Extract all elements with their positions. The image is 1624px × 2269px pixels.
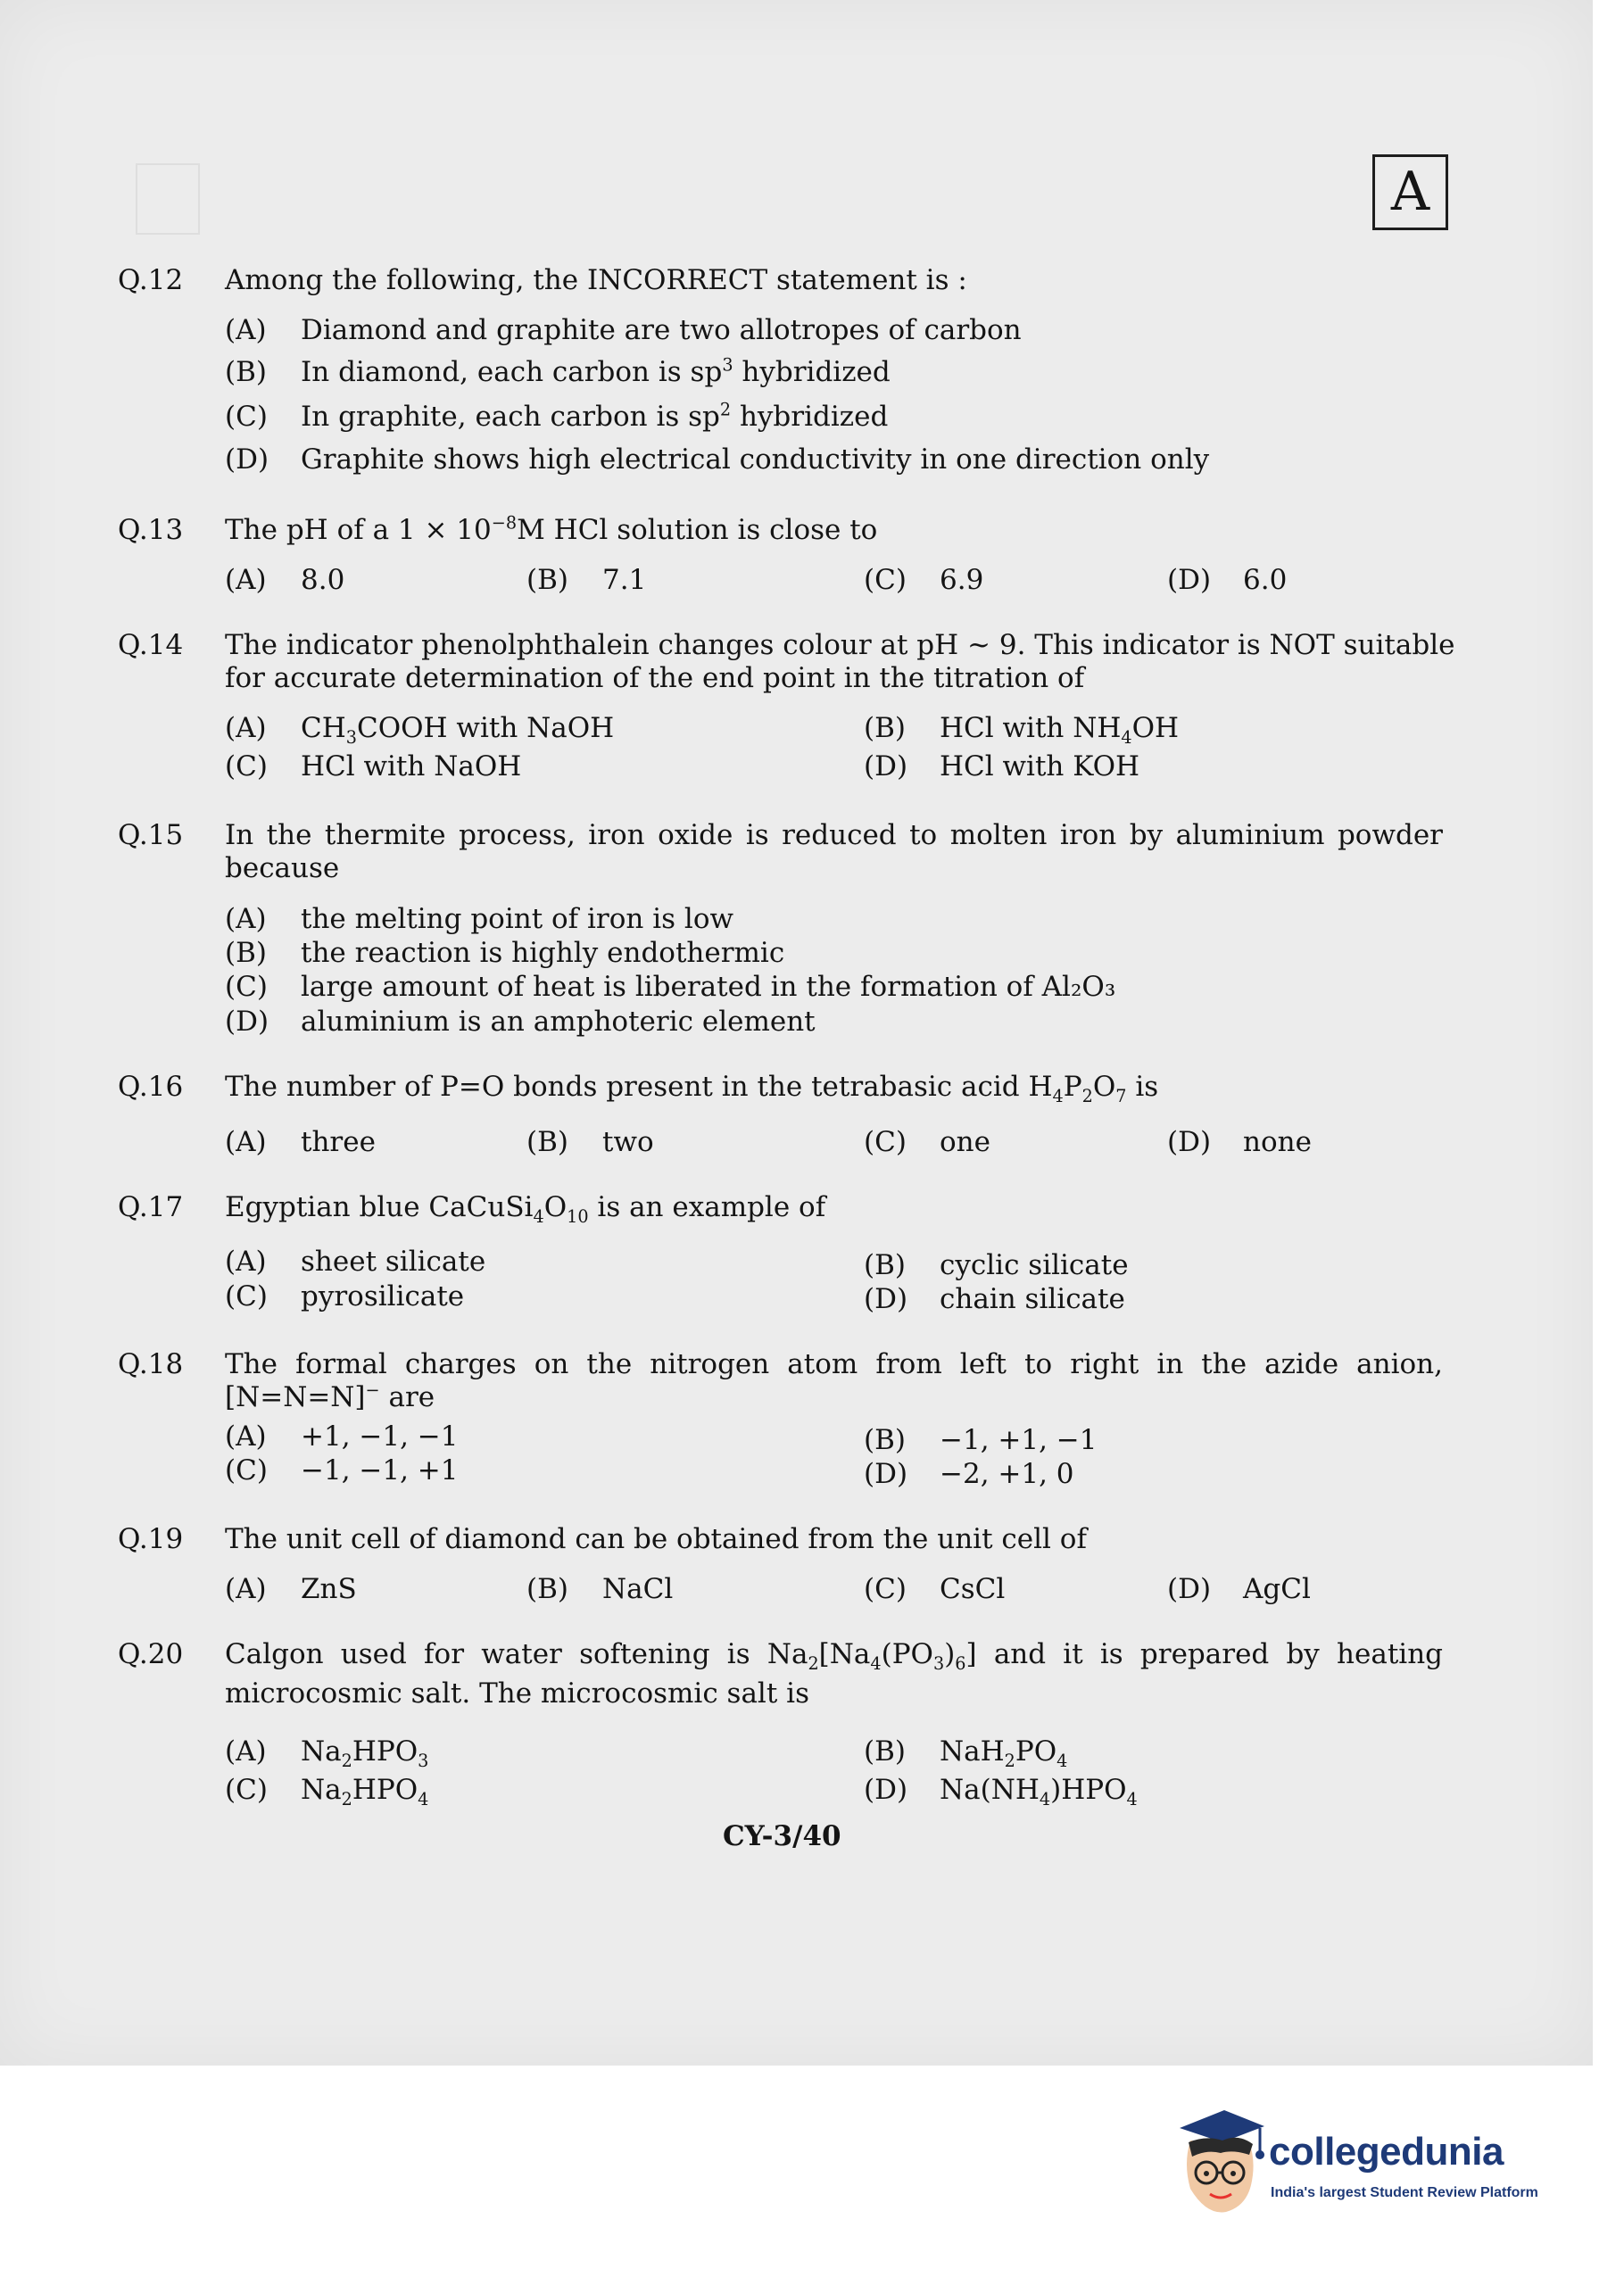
q12-option-c[interactable]	[225, 399, 889, 433]
option-text: Graphite shows high electrical conductivity in one direction only	[301, 443, 1210, 476]
question-number-12: Q.12	[118, 264, 184, 296]
page-number: CY-3/40	[723, 1820, 841, 1852]
question-14-stem-line-2: for accurate determination of the end point in the titration of	[225, 662, 1085, 694]
question-number-14: Q.14	[118, 629, 184, 661]
question-16-stem: The number of P=O bonds present in the tetrabasic acid $H_4P_2O_7$ is	[225, 1071, 1159, 1107]
q17-option-c[interactable]: (C) pyrosilicate	[225, 1280, 465, 1313]
q19-option-a[interactable]: (A) ZnS	[225, 1573, 357, 1605]
q16-option-c[interactable]: (C) one	[864, 1126, 990, 1158]
q17-option-d[interactable]: (D) chain silicate	[864, 1283, 1125, 1315]
q15-option-a[interactable]: (A) the melting point of iron is low	[225, 903, 734, 935]
question-number-18: Q.18	[118, 1348, 184, 1380]
q14-option-d[interactable]: (D) HCl with KOH	[864, 750, 1140, 783]
brand-tagline: India's largest Student Review Platform	[1271, 2185, 1538, 2200]
question-number-20-visible: Q.20	[118, 1638, 184, 1670]
question-number-15: Q.15	[118, 819, 184, 851]
q20-option-b[interactable]: (B) $NaH_2PO_4$	[864, 1735, 1068, 1772]
q17-option-a[interactable]: (A) sheet silicate	[225, 1246, 486, 1278]
question-number-19: Q.19	[118, 1523, 184, 1555]
q19-option-c[interactable]: (C) CsCl	[864, 1573, 1006, 1605]
q15-option-c[interactable]: (C) large amount of heat is liberated in the formation of Al₂O₃	[225, 971, 1116, 1003]
question-17-stem: Egyptian blue $CaCuSi_4O_{10}$ is an example of	[225, 1191, 826, 1228]
q13-option-c[interactable]: (C) 6.9	[864, 564, 984, 596]
question-15-stem-line-2: because	[225, 852, 340, 884]
question-12-stem: Among the following, the INCORRECT statement is :	[225, 264, 967, 296]
q18-option-c[interactable]: (C) −1, −1, +1	[225, 1454, 459, 1486]
q18-option-d[interactable]: (D) −2, +1, 0	[864, 1458, 1074, 1490]
question-15-stem-line-1: In the thermite process, iron oxide is reduced to molten iron by aluminium powder	[225, 819, 1443, 851]
q12-option-d[interactable]	[225, 443, 1210, 476]
q16-option-b[interactable]: (B) two	[526, 1126, 654, 1158]
question-number-16: Q.16	[118, 1071, 184, 1103]
q14-option-a[interactable]: (A) $CH_3COOH$ with NaOH	[225, 712, 615, 749]
q18-option-a[interactable]: (A) +1, −1, −1	[225, 1420, 459, 1453]
option-text: Diamond and graphite are two allotropes of carbon	[301, 314, 1022, 346]
q14-option-b[interactable]: (B) HCl with $NH_4OH$	[864, 712, 1180, 749]
q15-option-d[interactable]: (D) aluminium is an amphoteric element	[225, 1006, 816, 1038]
option-label: (C)	[225, 401, 268, 433]
q20-option-a[interactable]: (A) $Na_2HPO_3$	[225, 1735, 429, 1772]
option-text: In graphite, each carbon is $sp^2$ hybridized	[301, 399, 889, 433]
brand-name: collegedunia	[1269, 2130, 1504, 2174]
q13-option-a[interactable]: (A) 8.0	[225, 564, 345, 596]
option-label: (A)	[225, 314, 267, 346]
question-set-box: A	[1372, 154, 1448, 230]
q16-option-d[interactable]: (D) none	[1167, 1126, 1312, 1158]
bleed-through-mark	[136, 163, 200, 235]
question-13-stem: The pH of a $1 \times 10^{-8}M$ HCl solution is close to	[225, 512, 878, 546]
question-20-stem-line-1: Calgon used for water softening is $Na_2[Na_4(PO_3)_6]$ and it is prepared by heating	[225, 1638, 1443, 1675]
question-18-stem-line-1: The formal charges on the nitrogen atom from left to right in the azide anion,	[225, 1348, 1443, 1380]
option-label: (B)	[225, 356, 267, 388]
q20-option-c[interactable]: (C) $Na_2HPO_4$	[225, 1774, 429, 1810]
q13-option-d[interactable]: (D) 6.0	[1167, 564, 1288, 596]
q15-option-b[interactable]: (B) the reaction is highly endothermic	[225, 937, 785, 969]
q19-option-b[interactable]: (B) NaCl	[526, 1573, 674, 1605]
question-20-stem-line-2: microcosmic salt. The microcosmic salt is	[225, 1677, 809, 1710]
collegedunia-logo[interactable]	[1171, 2101, 1554, 2244]
q13-option-b[interactable]: (B) 7.1	[526, 564, 647, 596]
student-mascot-icon	[1171, 2101, 1269, 2235]
question-18-stem-line-2: [N=N=N]− are	[225, 1379, 435, 1413]
q14-option-c[interactable]: (C) HCl with NaOH	[225, 750, 522, 783]
q16-option-a[interactable]: (A) three	[225, 1126, 376, 1158]
q12-option-b[interactable]	[225, 354, 891, 388]
question-number-13: Q.13	[118, 514, 184, 546]
q17-option-b[interactable]: (B) cyclic silicate	[864, 1249, 1129, 1281]
q19-option-d[interactable]: (D) AgCl	[1167, 1573, 1311, 1605]
question-number-17: Q.17	[118, 1191, 184, 1223]
q18-option-b[interactable]: (B) −1, +1, −1	[864, 1424, 1098, 1456]
option-text: In diamond, each carbon is $sp^3$ hybridized	[301, 354, 891, 388]
option-label: (D)	[225, 443, 269, 476]
question-14-stem-line-1: The indicator phenolphthalein changes colour at pH ~ 9. This indicator is NOT suitable	[225, 629, 1455, 661]
q20-option-d[interactable]: (D) $Na(NH_4)HPO_4$	[864, 1774, 1138, 1810]
q12-option-a[interactable]	[225, 314, 1022, 346]
question-19-stem: The unit cell of diamond can be obtained from the unit cell of	[225, 1523, 1087, 1555]
